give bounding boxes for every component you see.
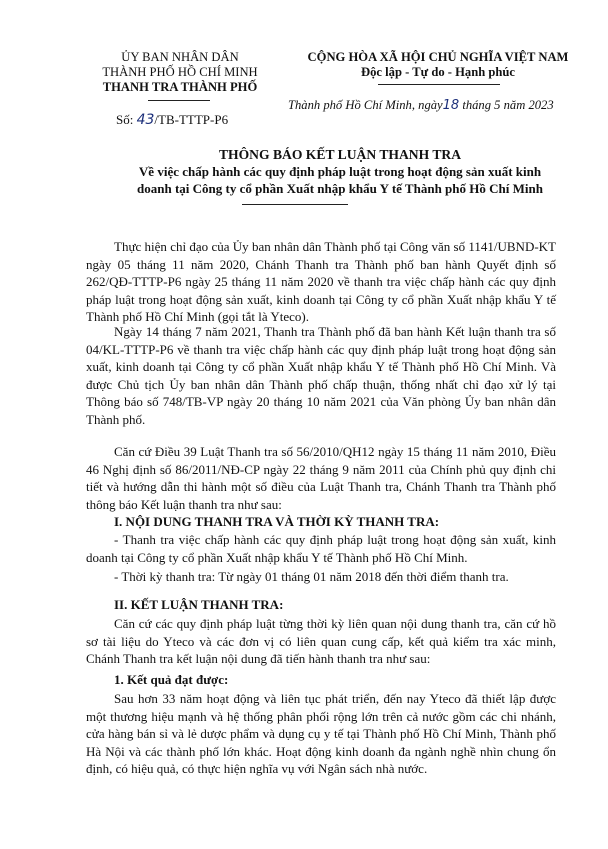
section-1-item-2: - Thời kỳ thanh tra: Từ ngày 01 tháng 01 năm 2018 đến thời điểm thanh tra. [114,569,509,584]
section-1-heading: I. NỘI DUNG THANH TRA VÀ THỜI KỲ THANH TRA: [114,514,440,529]
paragraph-1: Thực hiện chỉ đạo của Ủy ban nhân dân Thành phố tại Công văn số 1141/UBND-KT ngày 05 tháng 11 năm 2020, Chánh Thanh tra Thành phố ban hành Quyết định số 262/QĐ-TTTP-P6 ngày 25 tháng 11 năm 2020 về thanh tra việc chấp hành các quy định pháp luật trong hoạt động sản xuất, kinh doanh tại Công ty cổ phần Xuất nhập khẩu Y tế Thành phố Hồ Chí Minh (gọi tắt là Yteco). [86,239,556,325]
document-number [116,112,228,128]
number-suffix: /TB-TTTP-P6 [154,112,229,127]
nation-line-2: Độc lập - Tự do - Hạnh phúc [361,65,515,79]
document-title: THÔNG BÁO KẾT LUẬN THANH TRA [218,147,462,162]
nation-line-1: CỘNG HÒA XÃ HỘI CHỦ NGHĨA VIỆT NAM [307,50,569,64]
number-handwritten: 43 [136,112,155,128]
number-prefix: Số: [116,112,134,127]
agency-underline [148,100,210,101]
paragraph-2: Ngày 14 tháng 7 năm 2021, Thanh tra Thành phố đã ban hành Kết luận thanh tra số 04/KL-TTTP-P6 về thanh tra việc chấp hành các quy định pháp luật trong hoạt động sản xuất, kinh doanh tại Công ty cổ phần Xuất nhập khẩu Y tế Thành phố Hồ Chí Minh. Và được Chủ tịch Ủy ban nhân dân Thành phố chấp thuận, thống nhất chỉ đạo xử lý tại Thông báo số 748/TB-VP ngày 20 tháng 10 năm 2021 của Văn phòng Ủy ban nhân dân Thành phố. [86,324,556,427]
nation-underline [378,84,500,85]
section-2-heading: II. KẾT LUẬN THANH TRA: [114,597,284,612]
paragraph-4: Căn cứ các quy định pháp luật từng thời kỳ liên quan nội dung thanh tra, căn cứ hồ sơ tài liệu do Yteco và các đơn vị có liên quan cung cấp, kết quả kiểm tra xác minh, Chánh Thanh tra kết luận nội dung đã tiến hành thanh tra như sau: [86,616,556,667]
date-prefix: Thành phố Hồ Chí Minh, ngày [288,98,443,112]
document-subtitle-line-1: Về việc chấp hành các quy định pháp luật trong hoạt động sản xuất kinh [138,164,542,179]
date-line [288,98,554,113]
agency-line-3: THANH TRA THÀNH PHỐ [102,80,258,94]
agency-line-2: THÀNH PHỐ HỒ CHÍ MINH [102,65,258,79]
subsection-1-heading: 1. Kết quả đạt được: [114,672,229,687]
date-day-handwritten: 18 [442,98,460,113]
title-underline [242,204,348,205]
date-suffix: tháng 5 năm 2023 [462,98,554,112]
section-1-item-1: - Thanh tra việc chấp hành các quy định pháp luật trong hoạt động sản xuất, kinh doanh tại Công ty cổ phần Xuất nhập khẩu Y tế Thành phố Hồ Chí Minh. [86,532,556,565]
document-subtitle-line-2: doanh tại Công ty cổ phần Xuất nhập khẩu Y tế Thành phố Hồ Chí Minh [137,181,543,196]
paragraph-5: Sau hơn 33 năm hoạt động và liên tục phát triển, đến nay Yteco đã thiết lập được một thương hiệu mạnh và hệ thống phân phối rộng lớn trên cả nước gồm các chi nhánh, cửa hàng bán sỉ và lẻ dược phẩm và dụng cụ y tế tại Thành phố Hồ Chí Minh, Thành phố Hà Nội và các thành phố lớn khác. Hoạt động kinh doanh đa ngành nghề nhìn chung ổn định, có hiệu quả, có thực hiện nghĩa vụ với Ngân sách nhà nước. [86,691,556,777]
agency-line-1: ỦY BAN NHÂN DÂN [121,50,239,64]
paragraph-3: Căn cứ Điều 39 Luật Thanh tra số 56/2010/QH12 ngày 15 tháng 11 năm 2010, Điều 46 Nghị định số 86/2011/NĐ-CP ngày 22 tháng 9 năm 2011 của Chính phủ quy định chi tiết và hướng dẫn thi hành một số điều của Luật Thanh tra, Chánh Thanh tra Thành phố thông báo Kết luận thanh tra như sau: [86,444,556,512]
